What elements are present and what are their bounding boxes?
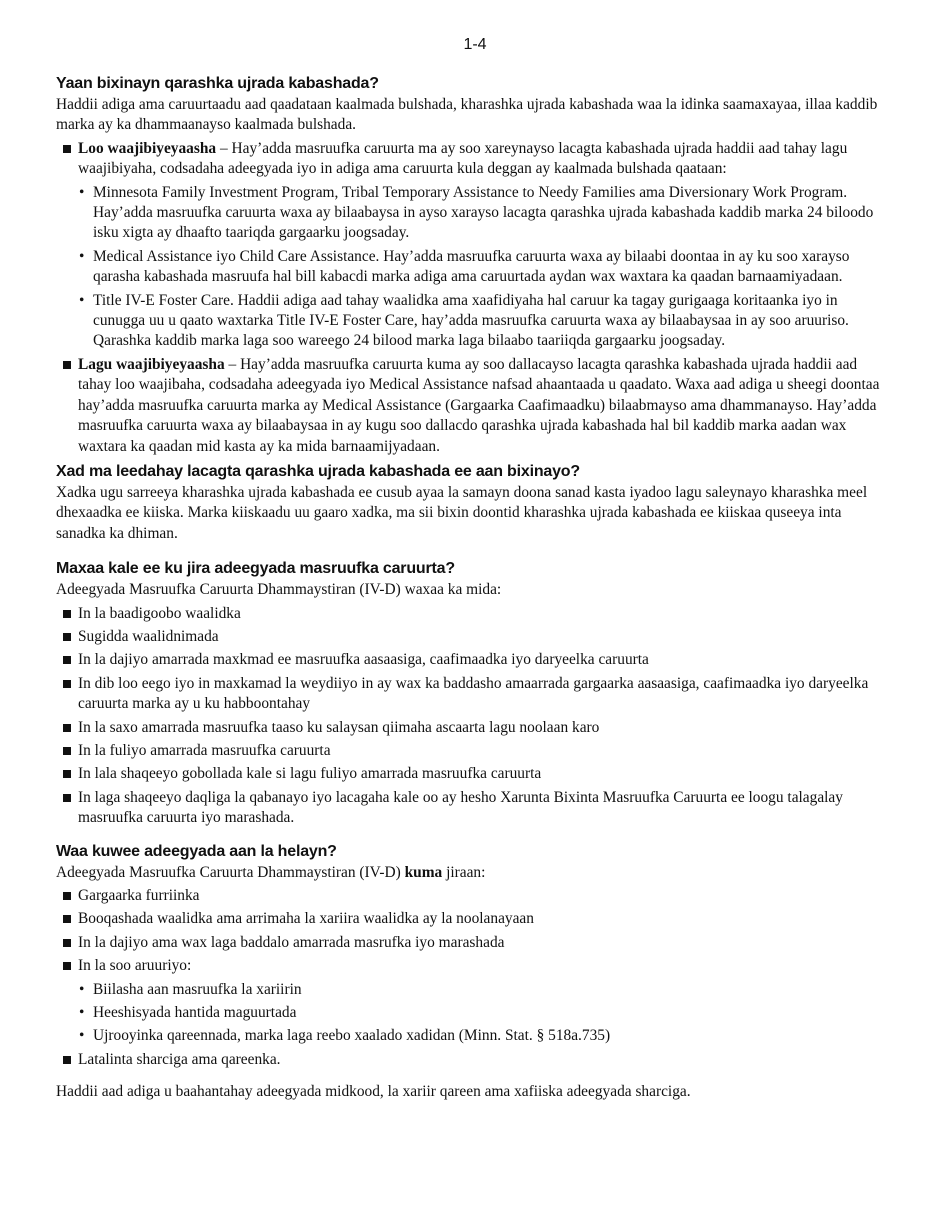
bullet-list — [56, 886, 884, 1070]
page-number: 1-4 — [463, 36, 487, 53]
bold-label: Loo waajibiyeyaasha — [78, 139, 217, 157]
section-limit — [56, 461, 884, 544]
sub-list — [78, 183, 884, 352]
list-item: In la saxo amarrada masruufka taaso ku salaysan qiimaha ascaarta lagu noolaan karo — [56, 718, 884, 738]
sub-list — [78, 980, 884, 1047]
item-text: – Hay’adda masruufka caruurta kuma ay soo dallacayso lacagta qarashka kabashada ujrada haddii aad tahay loo waajibaha, codsadaha adeegyada iyo Medical Assistance nafsad ahaantaada u qaadato. Waxa aad adiga u sheegi doontaa hay’adda masruufka caruurta marka ay Medical Assistance (Gargaarka Caafimaadku) bilaabmayso ama dhammanayso. Hay’adda masruufka caruurta waxa ay bilaabaysaa in ay kugu soo dallacdo qarashka ujrada kabashada hal bil kaddib marka aadan wax waxtara ka qaadan mid kasta ay ka mida barnaamijyadaan. — [78, 355, 880, 455]
list-item: Gargaarka furriinka — [56, 886, 884, 906]
bullet-list — [56, 139, 884, 457]
section-intro: Adeegyada Masruufka Caruurta Dhammaystiran (IV-D) waxaa ka mida: — [56, 581, 502, 599]
bold-label: Lagu waajibiyeyaasha — [78, 355, 225, 373]
section-not-provided — [56, 841, 884, 1103]
list-item: Sugidda waalidnimada — [56, 627, 884, 647]
sub-list-item: • Title IV-E Foster Care. Haddii adiga aad tahay waalidka ama xaafidiyaha hal caruur ka tagay gurigaaga koritaanka iyo in cunugga uu u qaato waxtarka Title IV-E Foster Care, hay’adda masruufka caruurta waxa ay bilaabaysaa in ay soo aruuriso. Qarashka kaddib marka laga soo wareego 24 bilood marka laga bilaabo taariiqda gargaarku joogsaday. — [78, 291, 884, 352]
closing-note: Haddii aad adiga u baahantahay adeegyada midkood, la xariir qareen ama xafiiska adeegyada sharciga. — [56, 1083, 691, 1101]
sub-list-item: • Minnesota Family Investment Program, Tribal Temporary Assistance to Needy Families ama Diversionary Work Program. Hay’adda masruufka caruurta waxa ay bilaabaysa in ayso xarayso lacagta qarashka ujrada kabashada kaddib marka 24 biloodo isku xigta ay dhaafto taariqda gargaarku joogsaday. — [78, 183, 884, 244]
section-intro: Adeegyada Masruufka Caruurta Dhammaystiran (IV-D) kuma jiraan: — [56, 863, 486, 881]
section-heading: Xad ma leedahay lacagta qarashka ujrada kabashada ee aan bixinayo? — [56, 462, 580, 480]
list-item — [56, 139, 884, 352]
document-page — [56, 36, 884, 1103]
sub-list-item: • Medical Assistance iyo Child Care Assistance. Hay’adda masruufka caruurta waxa ay bilaabi doontaa in ay ku soo xarayso qarasha kabashada masruufa hal bill kabacdi marka adiga ama caruurtada aydan wax waxtara ka qaadan barnaamiyadaan. — [78, 247, 884, 288]
item-text: In la soo aruuriyo: — [78, 957, 192, 975]
list-item: In dib loo eego iyo in maxkamad la weydiiyo in ay wax ka baddasho amaarrada gargaarka aasaasiga, caafimaadka iyo daryeelka caruurta marka ay u ku habboontahay — [56, 674, 884, 715]
list-item — [56, 956, 884, 1047]
section-heading: Maxaa kale ee ku jira adeegyada masruufka caruurta? — [56, 560, 455, 578]
list-item: In la fuliyo amarrada masruufka caruurta — [56, 741, 884, 761]
list-item: In la dajiyo amarrada maxkmad ee masruufka aasaasiga, caafimaadka iyo daryeelka caruurta — [56, 650, 884, 670]
list-item: Latalinta sharciga ama qareenka. — [56, 1050, 884, 1070]
section-intro: Haddii adiga ama caruurtaadu aad qaadataan kaalmada bulshada, kharashka ujrada kabashada waa la idinka saamaxayaa, illaa kaddib marka ay ka dhammaanayso kaalmada bulshada. — [56, 96, 878, 134]
list-item — [56, 355, 884, 457]
section-exemption — [56, 73, 884, 457]
list-item: In laga shaqeeyo daqliga la qabanayo iyo lacagaha kale oo ay hesho Xarunta Bixinta Masruufka Caruurta ee loogu talagalay masruufka caruurta iyo marashada. — [56, 788, 884, 829]
list-item: In la baadigoobo waalidka — [56, 604, 884, 624]
sub-list-item: • Biilasha aan masruufka la xariirin — [78, 980, 884, 1000]
section-heading: Yaan bixinayn qarashka ujrada kabashada? — [56, 75, 379, 92]
section-body: Xadka ugu sarreeya kharashka ujrada kabashada ee cusub ayaa la samayn doona sanad kasta iyadoo lagu saleynayo kharashka meel dhexaadka ee kiiska. Marka kiiskaadu uu gaaro xadka, ma sii bixin doontid kharashka ujrada kabashada ee kiiskaa quseeya inta sanadka ka dhiman. — [56, 483, 868, 542]
bullet-list — [56, 604, 884, 829]
list-item: Booqashada waalidka ama arrimaha la xariira waalidka ay la noolanayaan — [56, 909, 884, 929]
sub-list-item: • Ujrooyinka qareennada, marka laga reebo xaalado xadidan (Minn. Stat. § 518a.735) — [78, 1026, 884, 1046]
list-item: In lala shaqeeyo gobollada kale si lagu fuliyo amarrada masruufka caruurta — [56, 764, 884, 784]
section-heading: Waa kuwee adeegyada aan la helayn? — [56, 842, 337, 860]
sub-list-item: • Heeshisyada hantida maguurtada — [78, 1003, 884, 1023]
list-item: In la dajiyo ama wax laga baddalo amarrada masrufka iyo marashada — [56, 933, 884, 953]
item-text: – Hay’adda masruufka caruurta ma ay soo xareynayso lacagta kabashada ujrada haddii aad tahay lagu waajibiyaha, codsadaha adeegyada iyo in adiga ama caruurta kula deggan ay kaalmada bulshada qaataan: — [78, 139, 848, 178]
section-other-services — [56, 558, 884, 828]
